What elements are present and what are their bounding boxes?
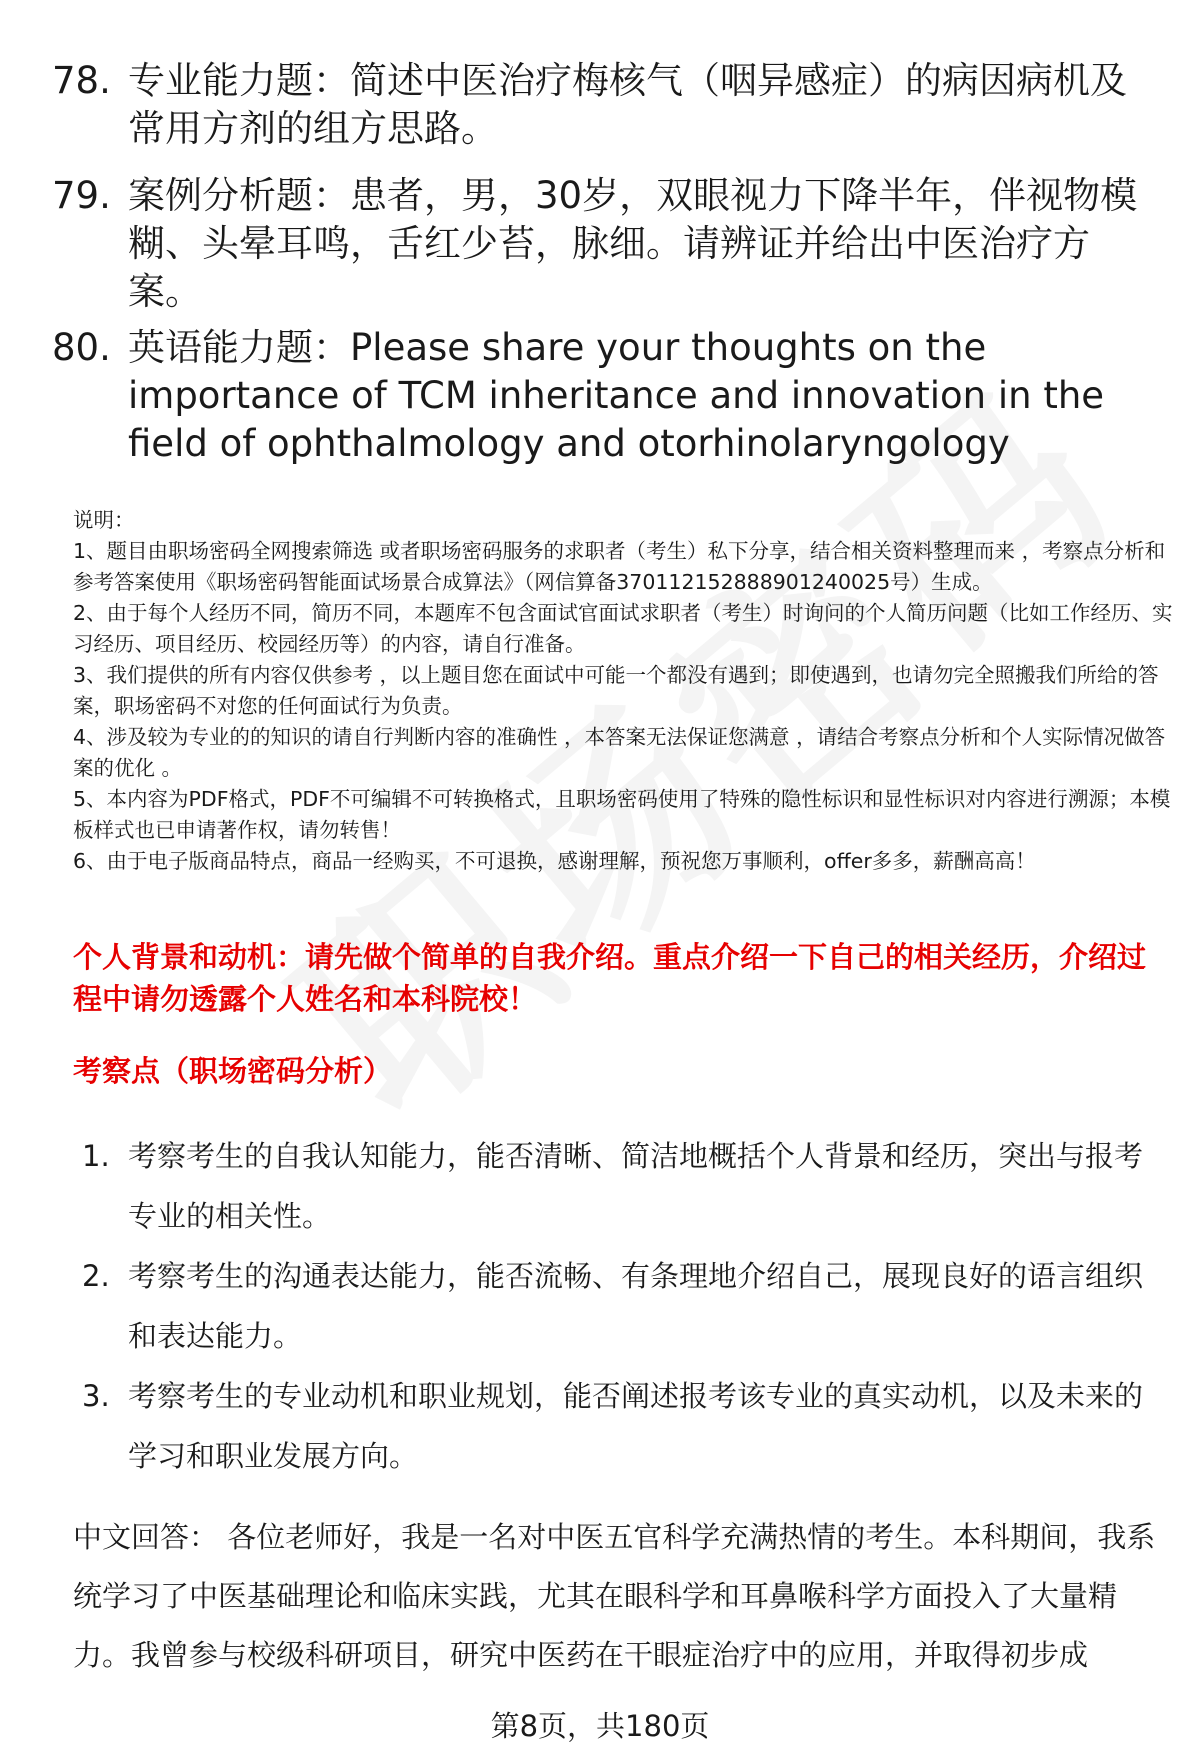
analysis-point <box>82 1126 1162 1246</box>
analysis-point <box>82 1246 1162 1366</box>
point-text: 考察考生的自我认知能力，能否清晰、简洁地概括个人背景和经历，突出与报考专业的相关性。 <box>128 1139 1144 1233</box>
question-text: 英语能力题：Please share your thoughts on the importance of TCM inheritance and innovation in the field of ophthalmology and otorhinolaryngology <box>128 326 1105 465</box>
note-item: 1、题目由职场密码全网搜索筛选 或者职场密码服务的求职者（考生）私下分享，结合相关资料整理而来 ，考察点分析和参考答案使用《职场密码智能面试场景合成算法》（网信算备370112152888901240025号）生成。 <box>73 539 1166 594</box>
page-footer: 第8页，共180页 <box>490 1709 710 1743</box>
question-80 <box>52 324 1162 468</box>
interview-question: 个人背景和动机：请先做个简单的自我介绍。重点介绍一下自己的相关经历，介绍过程中请勿透露个人姓名和本科院校！ <box>73 940 1147 1016</box>
note-item: 5、本内容为PDF格式，PDF不可编辑不可转换格式，且职场密码使用了特殊的隐性标识和显性标识对内容进行溯源；本模板样式也已申请著作权，请勿转售！ <box>73 787 1171 842</box>
analysis-heading: 考察点（职场密码分析） <box>73 1054 393 1088</box>
notes-title: 说明： <box>73 508 135 532</box>
note-item: 6、由于电子版商品特点，商品一经购买，不可退换，感谢理解，预祝您万事顺利，offer多多，薪酬高高！ <box>73 849 1036 873</box>
question-text: 专业能力题：简述中医治疗梅核气（咽异感症）的病因病机及常用方剂的组方思路。 <box>128 59 1127 150</box>
question-78 <box>52 57 1162 153</box>
point-text: 考察考生的沟通表达能力，能否流畅、有条理地介绍自己，展现良好的语言组织和表达能力。 <box>128 1259 1144 1353</box>
question-number: 78. <box>52 59 111 102</box>
question-79 <box>52 172 1162 316</box>
point-text: 考察考生的专业动机和职业规划，能否阐述报考该专业的真实动机，以及未来的学习和职业发展方向。 <box>128 1379 1144 1473</box>
point-number: 3. <box>82 1379 110 1413</box>
question-text: 案例分析题：患者，男，30岁，双眼视力下降半年，伴视物模糊、头晕耳鸣，舌红少苔，脉细。请辨证并给出中医治疗方案。 <box>128 174 1138 313</box>
point-number: 1. <box>82 1139 110 1173</box>
question-number: 80. <box>52 326 111 369</box>
analysis-point <box>82 1366 1162 1486</box>
note-item: 4、涉及较为专业的的知识的请自行判断内容的准确性 ，本答案无法保证您满意 ，请结合考察点分析和个人实际情况做答案的优化 。 <box>73 725 1166 780</box>
answer-text: 中文回答： 各位老师好，我是一名对中医五官科学充满热情的考生。本科期间，我系统学习了中医基础理论和临床实践，尤其在眼科学和耳鼻喉科学方面投入了大量精力。我曾参与校级科研项目，研究中医药在干眼症治疗中的应用，并取得初步成 <box>73 1520 1156 1672</box>
analysis-points <box>82 1126 1162 1486</box>
note-item: 2、由于每个人经历不同，简历不同，本题库不包含面试官面试求职者（考生）时询问的个人简历问题（比如工作经历、实习经历、项目经历、校园经历等）的内容，请自行准备。 <box>73 601 1173 656</box>
question-number: 79. <box>52 174 111 217</box>
point-number: 2. <box>82 1259 110 1293</box>
notes-section <box>73 505 1173 877</box>
note-item: 3、我们提供的所有内容仅供参考 ，以上题目您在面试中可能一个都没有遇到；即使遇到，也请勿完全照搬我们所给的答案，职场密码不对您的任何面试行为负责。 <box>73 663 1159 718</box>
